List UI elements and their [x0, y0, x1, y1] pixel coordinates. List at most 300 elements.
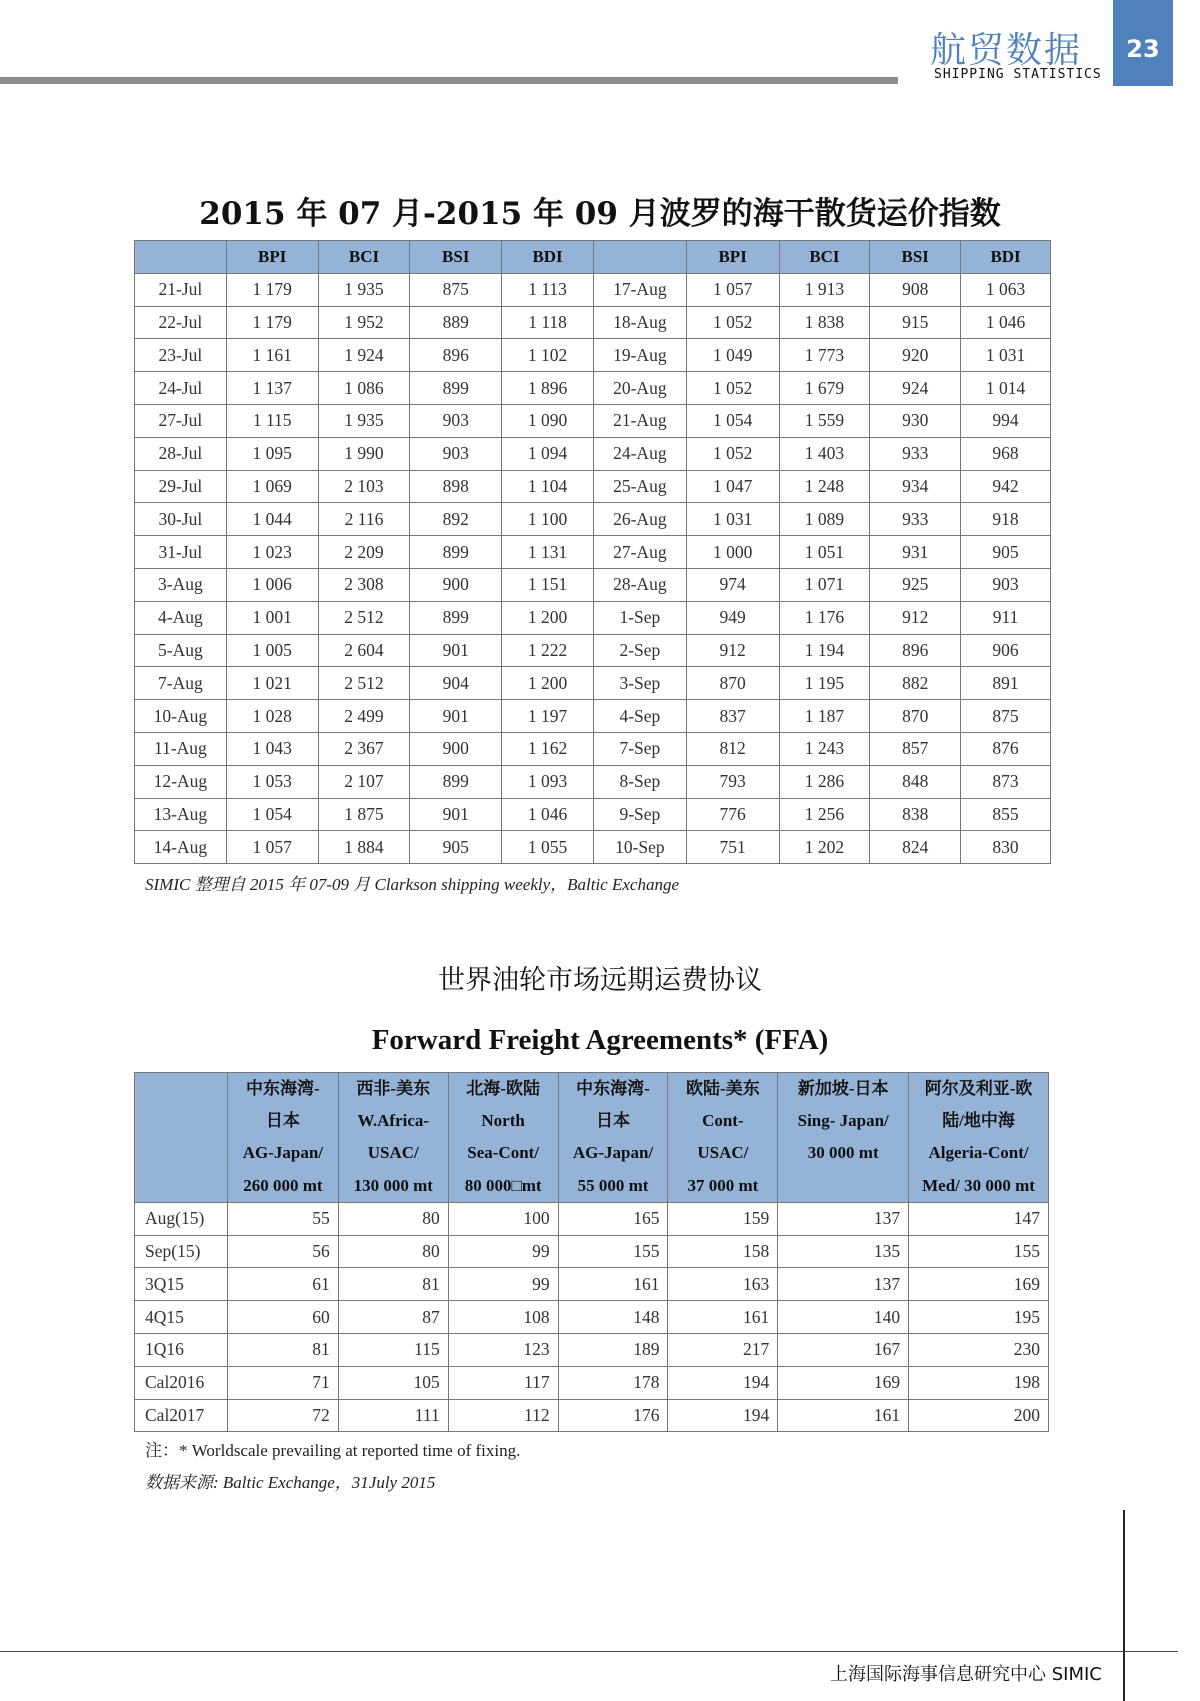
table-row [135, 765, 1051, 798]
index-value-cell: 898 [410, 470, 502, 503]
index-value-cell: 1 057 [686, 273, 779, 306]
ffa-table [134, 1072, 1049, 1432]
bdi-table-title: 2015 年 07 月-2015 年 09 月波罗的海干散货运价指数 [199, 196, 1001, 232]
ffa-header-line: 西非-美东 [356, 1079, 431, 1098]
date-cell: 8-Sep [593, 765, 686, 798]
rate-cell: 230 [909, 1334, 1049, 1367]
date-cell: 3-Aug [135, 568, 227, 601]
index-value-cell: 1 403 [779, 437, 870, 470]
table-row [135, 1399, 1049, 1432]
ffa-header-line [137, 1137, 225, 1169]
bdi-header-cell [135, 241, 227, 274]
index-value-cell: 2 512 [318, 601, 410, 634]
date-cell: 9-Sep [593, 798, 686, 831]
rate-cell: 61 [227, 1268, 338, 1301]
index-value-cell: 1 052 [686, 306, 779, 339]
ffa-header-line: 欧陆-美东 [686, 1079, 760, 1098]
header-rule [0, 77, 898, 84]
index-value-cell: 1 052 [686, 437, 779, 470]
date-cell: 22-Jul [135, 306, 227, 339]
index-value-cell: 900 [410, 732, 502, 765]
index-value-cell: 889 [410, 306, 502, 339]
date-cell: 29-Jul [135, 470, 227, 503]
footer-rule [0, 1651, 1178, 1652]
ffa-header-cell [448, 1073, 558, 1203]
date-cell: 12-Aug [135, 765, 227, 798]
index-value-cell: 949 [686, 601, 779, 634]
date-cell: 21-Jul [135, 273, 227, 306]
index-value-cell: 1 202 [779, 831, 870, 864]
rate-cell: 137 [778, 1268, 909, 1301]
ffa-header-line: 日本 [596, 1111, 630, 1131]
index-value-cell: 2 103 [318, 470, 410, 503]
index-value-cell: 824 [870, 831, 961, 864]
index-value-cell: 912 [686, 634, 779, 667]
rate-cell: 72 [227, 1399, 338, 1432]
index-value-cell: 882 [870, 667, 961, 700]
rate-cell: 81 [227, 1334, 338, 1367]
ffa-header-line: 30 000 mt [807, 1143, 879, 1163]
index-value-cell: 1 200 [502, 667, 594, 700]
index-value-cell: 1 161 [226, 339, 318, 372]
date-cell: 21-Aug [593, 404, 686, 437]
index-value-cell: 1 838 [779, 306, 870, 339]
rate-cell: 108 [448, 1301, 558, 1334]
index-value-cell: 751 [686, 831, 779, 864]
ffa-header-line: Cont- [702, 1111, 744, 1131]
index-value-cell: 1 187 [779, 700, 870, 733]
rate-cell: 135 [778, 1235, 909, 1268]
index-value-cell: 1 935 [318, 273, 410, 306]
index-value-cell: 1 131 [502, 536, 594, 569]
index-value-cell: 1 031 [686, 503, 779, 536]
ffa-header-line: W.Africa- [357, 1111, 430, 1131]
index-value-cell: 1 054 [686, 404, 779, 437]
index-value-cell: 2 499 [318, 700, 410, 733]
index-value-cell: 896 [870, 634, 961, 667]
rate-cell: 194 [668, 1366, 778, 1399]
ffa-footnote: 注：* Worldscale prevailing at reported time of fixing. [145, 1441, 521, 1460]
index-value-cell: 2 107 [318, 765, 410, 798]
rate-cell: 217 [668, 1334, 778, 1367]
index-value-cell: 896 [410, 339, 502, 372]
table-row [135, 339, 1051, 372]
index-value-cell: 901 [410, 700, 502, 733]
index-value-cell: 1 104 [502, 470, 594, 503]
page-number: 23 [1113, 0, 1173, 86]
table-row [135, 470, 1051, 503]
index-value-cell: 875 [961, 700, 1051, 733]
bdi-header-cell: BPI [226, 241, 318, 274]
rate-cell: 137 [778, 1202, 909, 1235]
rate-cell: 60 [227, 1301, 338, 1334]
ffa-header-line: 日本 [265, 1111, 300, 1131]
index-value-cell: 1 049 [686, 339, 779, 372]
rate-cell: 165 [558, 1202, 668, 1235]
section-title: 航贸数据 [930, 30, 1083, 71]
index-value-cell: 905 [410, 831, 502, 864]
ffa-header-line: 37 000 mt [687, 1175, 759, 1195]
date-cell: 3-Sep [593, 667, 686, 700]
ffa-header-line: 阿尔及利亚-欧 [924, 1079, 1033, 1098]
index-value-cell: 1 200 [502, 601, 594, 634]
rate-cell: 123 [448, 1334, 558, 1367]
index-value-cell: 994 [961, 404, 1051, 437]
index-value-cell: 903 [961, 568, 1051, 601]
index-value-cell: 1 043 [226, 732, 318, 765]
date-cell: 13-Aug [135, 798, 227, 831]
table-row [135, 1268, 1049, 1301]
date-cell: 17-Aug [593, 273, 686, 306]
ffa-header-line: USAC/ [367, 1143, 419, 1163]
rate-cell: 161 [558, 1268, 668, 1301]
index-value-cell: 906 [961, 634, 1051, 667]
index-value-cell: 1 151 [502, 568, 594, 601]
rate-cell: 147 [909, 1202, 1049, 1235]
index-value-cell: 830 [961, 831, 1051, 864]
rate-cell: 178 [558, 1366, 668, 1399]
ffa-header-row [135, 1073, 1049, 1203]
date-cell: 27-Jul [135, 404, 227, 437]
index-value-cell: 920 [870, 339, 961, 372]
table-row [135, 536, 1051, 569]
date-cell: 7-Aug [135, 667, 227, 700]
index-value-cell: 1 086 [318, 372, 410, 405]
table-row [135, 1334, 1049, 1367]
date-cell: 19-Aug [593, 339, 686, 372]
index-value-cell: 1 875 [318, 798, 410, 831]
table-row [135, 568, 1051, 601]
rate-cell: 155 [558, 1235, 668, 1268]
index-value-cell: 873 [961, 765, 1051, 798]
rate-cell: 80 [338, 1202, 448, 1235]
period-cell: Sep(15) [135, 1235, 228, 1268]
index-value-cell: 1 051 [779, 536, 870, 569]
index-value-cell: 2 512 [318, 667, 410, 700]
index-value-cell: 1 924 [318, 339, 410, 372]
bdi-header-cell: BSI [870, 241, 961, 274]
bdi-header-cell: BCI [779, 241, 870, 274]
period-cell: Cal2016 [135, 1366, 228, 1399]
table-row [135, 1301, 1049, 1334]
bdi-header-cell: BSI [410, 241, 502, 274]
ffa-header-line: North [481, 1111, 525, 1131]
rate-cell: 105 [338, 1366, 448, 1399]
ffa-header-line [780, 1170, 906, 1202]
ffa-header-line: USAC/ [697, 1143, 749, 1163]
index-value-cell: 908 [870, 273, 961, 306]
rate-cell: 194 [668, 1399, 778, 1432]
ffa-header-line: Med/ 30 000 mt [922, 1175, 1035, 1195]
date-cell: 1-Sep [593, 601, 686, 634]
ffa-header-line: 北海-欧陆 [466, 1079, 540, 1098]
date-cell: 4-Sep [593, 700, 686, 733]
index-value-cell: 1 095 [226, 437, 318, 470]
index-value-cell: 899 [410, 765, 502, 798]
date-cell: 28-Aug [593, 568, 686, 601]
index-value-cell: 1 679 [779, 372, 870, 405]
index-value-cell: 1 286 [779, 765, 870, 798]
index-value-cell: 901 [410, 634, 502, 667]
date-cell: 5-Aug [135, 634, 227, 667]
index-value-cell: 1 054 [226, 798, 318, 831]
index-value-cell: 2 308 [318, 568, 410, 601]
bdi-header-cell: BPI [686, 241, 779, 274]
table-row [135, 700, 1051, 733]
index-value-cell: 838 [870, 798, 961, 831]
index-value-cell: 793 [686, 765, 779, 798]
rate-cell: 55 [227, 1202, 338, 1235]
index-value-cell: 903 [410, 404, 502, 437]
index-value-cell: 1 222 [502, 634, 594, 667]
index-value-cell: 905 [961, 536, 1051, 569]
index-value-cell: 1 093 [502, 765, 594, 798]
margin-rule [1123, 1510, 1125, 1701]
ffa-header-line: 130 000 mt [353, 1175, 433, 1195]
rate-cell: 99 [448, 1268, 558, 1301]
index-value-cell: 901 [410, 798, 502, 831]
index-value-cell: 1 248 [779, 470, 870, 503]
date-cell: 7-Sep [593, 732, 686, 765]
date-cell: 14-Aug [135, 831, 227, 864]
rate-cell: 99 [448, 1235, 558, 1268]
table-row [135, 1202, 1049, 1235]
date-cell: 24-Jul [135, 372, 227, 405]
index-value-cell: 855 [961, 798, 1051, 831]
date-cell: 27-Aug [593, 536, 686, 569]
index-value-cell: 1 071 [779, 568, 870, 601]
index-value-cell: 1 094 [502, 437, 594, 470]
ffa-header-line: Algeria-Cont/ [928, 1143, 1029, 1163]
table-row [135, 404, 1051, 437]
index-value-cell: 1 055 [502, 831, 594, 864]
ffa-header-line: AG-Japan/ [242, 1143, 324, 1163]
index-value-cell: 1 884 [318, 831, 410, 864]
index-value-cell: 857 [870, 732, 961, 765]
date-cell: 10-Sep [593, 831, 686, 864]
index-value-cell: 1 100 [502, 503, 594, 536]
rate-cell: 169 [778, 1366, 909, 1399]
bdi-source-note: SIMIC 整理自 2015 年 07-09 月 Clarkson shipping weekly，Baltic Exchange [145, 875, 679, 894]
index-value-cell: 1 023 [226, 536, 318, 569]
rate-cell: 169 [909, 1268, 1049, 1301]
rate-cell: 100 [448, 1202, 558, 1235]
index-value-cell: 1 053 [226, 765, 318, 798]
period-cell: 4Q15 [135, 1301, 228, 1334]
rate-cell: 159 [668, 1202, 778, 1235]
rate-cell: 155 [909, 1235, 1049, 1268]
rate-cell: 198 [909, 1366, 1049, 1399]
index-value-cell: 2 209 [318, 536, 410, 569]
index-value-cell: 848 [870, 765, 961, 798]
index-value-cell: 899 [410, 601, 502, 634]
rate-cell: 117 [448, 1366, 558, 1399]
index-value-cell: 904 [410, 667, 502, 700]
table-row [135, 667, 1051, 700]
date-cell: 23-Jul [135, 339, 227, 372]
period-cell: 3Q15 [135, 1268, 228, 1301]
index-value-cell: 933 [870, 437, 961, 470]
index-value-cell: 1 179 [226, 306, 318, 339]
ffa-header-line [137, 1170, 225, 1202]
rate-cell: 80 [338, 1235, 448, 1268]
index-value-cell: 912 [870, 601, 961, 634]
rate-cell: 87 [338, 1301, 448, 1334]
table-row [135, 1235, 1049, 1268]
bdi-header-cell: BDI [961, 241, 1051, 274]
date-cell: 2-Sep [593, 634, 686, 667]
index-value-cell: 1 137 [226, 372, 318, 405]
bdi-table [134, 240, 1051, 864]
index-value-cell: 899 [410, 536, 502, 569]
index-value-cell: 1 115 [226, 404, 318, 437]
index-value-cell: 870 [686, 667, 779, 700]
rate-cell: 200 [909, 1399, 1049, 1432]
date-cell: 24-Aug [593, 437, 686, 470]
rate-cell: 111 [338, 1399, 448, 1432]
rate-cell: 161 [778, 1399, 909, 1432]
table-row [135, 273, 1051, 306]
section-subtitle: SHIPPING STATISTICS [934, 67, 1102, 82]
index-value-cell: 900 [410, 568, 502, 601]
ffa-header-line: 中东海湾- [246, 1079, 320, 1098]
rate-cell: 163 [668, 1268, 778, 1301]
table-row [135, 437, 1051, 470]
index-value-cell: 1 089 [779, 503, 870, 536]
bdi-header-row [135, 241, 1051, 274]
footer-text: 上海国际海事信息研究中心 SIMIC [830, 1664, 1102, 1685]
rate-cell: 140 [778, 1301, 909, 1334]
table-row [135, 1366, 1049, 1399]
ffa-header-line [137, 1073, 225, 1105]
index-value-cell: 1 046 [502, 798, 594, 831]
index-value-cell: 903 [410, 437, 502, 470]
index-value-cell: 1 000 [686, 536, 779, 569]
index-value-cell: 1 118 [502, 306, 594, 339]
date-cell: 20-Aug [593, 372, 686, 405]
ffa-header-cell [778, 1073, 909, 1203]
index-value-cell: 1 773 [779, 339, 870, 372]
table-row [135, 634, 1051, 667]
bdi-header-cell: BCI [318, 241, 410, 274]
index-value-cell: 933 [870, 503, 961, 536]
rate-cell: 189 [558, 1334, 668, 1367]
rate-cell: 195 [909, 1301, 1049, 1334]
rate-cell: 161 [668, 1301, 778, 1334]
date-cell: 31-Jul [135, 536, 227, 569]
ffa-header-line: 新加坡-日本 [797, 1079, 889, 1098]
index-value-cell: 1 559 [779, 404, 870, 437]
index-value-cell: 2 116 [318, 503, 410, 536]
index-value-cell: 1 063 [961, 273, 1051, 306]
index-value-cell: 1 044 [226, 503, 318, 536]
ffa-header-cell [338, 1073, 448, 1203]
index-value-cell: 1 243 [779, 732, 870, 765]
table-row [135, 798, 1051, 831]
rate-cell: 148 [558, 1301, 668, 1334]
table-row [135, 372, 1051, 405]
index-value-cell: 1 162 [502, 732, 594, 765]
table-row [135, 306, 1051, 339]
index-value-cell: 1 952 [318, 306, 410, 339]
rate-cell: 56 [227, 1235, 338, 1268]
rate-cell: 71 [227, 1366, 338, 1399]
index-value-cell: 1 935 [318, 404, 410, 437]
date-cell: 10-Aug [135, 700, 227, 733]
index-value-cell: 925 [870, 568, 961, 601]
ffa-header-line: 陆/地中海 [942, 1111, 1015, 1131]
index-value-cell: 924 [870, 372, 961, 405]
index-value-cell: 1 913 [779, 273, 870, 306]
ffa-header-line [137, 1105, 225, 1137]
date-cell: 18-Aug [593, 306, 686, 339]
index-value-cell: 930 [870, 404, 961, 437]
index-value-cell: 1 194 [779, 634, 870, 667]
index-value-cell: 1 006 [226, 568, 318, 601]
ffa-header-line: 260 000 mt [243, 1175, 323, 1195]
index-value-cell: 2 604 [318, 634, 410, 667]
index-value-cell: 1 031 [961, 339, 1051, 372]
index-value-cell: 1 046 [961, 306, 1051, 339]
index-value-cell: 876 [961, 732, 1051, 765]
date-cell: 30-Jul [135, 503, 227, 536]
index-value-cell: 870 [870, 700, 961, 733]
date-cell: 28-Jul [135, 437, 227, 470]
index-value-cell: 875 [410, 273, 502, 306]
index-value-cell: 934 [870, 470, 961, 503]
ffa-header-line: Sea-Cont/ [467, 1143, 540, 1163]
index-value-cell: 911 [961, 601, 1051, 634]
ffa-header-cell [558, 1073, 668, 1203]
index-value-cell: 1 047 [686, 470, 779, 503]
rate-cell: 158 [668, 1235, 778, 1268]
table-row [135, 831, 1051, 864]
index-value-cell: 1 179 [226, 273, 318, 306]
ffa-header-cell [227, 1073, 338, 1203]
ffa-header-line: 中东海湾- [576, 1079, 650, 1098]
index-value-cell: 1 028 [226, 700, 318, 733]
index-value-cell: 1 197 [502, 700, 594, 733]
period-cell: 1Q16 [135, 1334, 228, 1367]
index-value-cell: 915 [870, 306, 961, 339]
index-value-cell: 1 069 [226, 470, 318, 503]
ffa-header-line: 55 000 mt [577, 1175, 649, 1195]
date-cell: 25-Aug [593, 470, 686, 503]
rate-cell: 115 [338, 1334, 448, 1367]
ffa-header-line: AG-Japan/ [572, 1143, 654, 1163]
index-value-cell: 1 176 [779, 601, 870, 634]
ffa-header-cell [668, 1073, 778, 1203]
index-value-cell: 931 [870, 536, 961, 569]
date-cell: 4-Aug [135, 601, 227, 634]
index-value-cell: 1 014 [961, 372, 1051, 405]
index-value-cell: 1 001 [226, 601, 318, 634]
index-value-cell: 837 [686, 700, 779, 733]
index-value-cell: 1 057 [226, 831, 318, 864]
index-value-cell: 1 896 [502, 372, 594, 405]
rate-cell: 176 [558, 1399, 668, 1432]
ffa-title-en: Forward Freight Agreements* (FFA) [371, 1024, 829, 1056]
index-value-cell: 776 [686, 798, 779, 831]
index-value-cell: 918 [961, 503, 1051, 536]
rate-cell: 112 [448, 1399, 558, 1432]
index-value-cell: 1 256 [779, 798, 870, 831]
index-value-cell: 968 [961, 437, 1051, 470]
index-value-cell: 1 102 [502, 339, 594, 372]
index-value-cell: 1 090 [502, 404, 594, 437]
index-value-cell: 2 367 [318, 732, 410, 765]
ffa-source-note: 数据来源: Baltic Exchange，31July 2015 [145, 1473, 436, 1492]
